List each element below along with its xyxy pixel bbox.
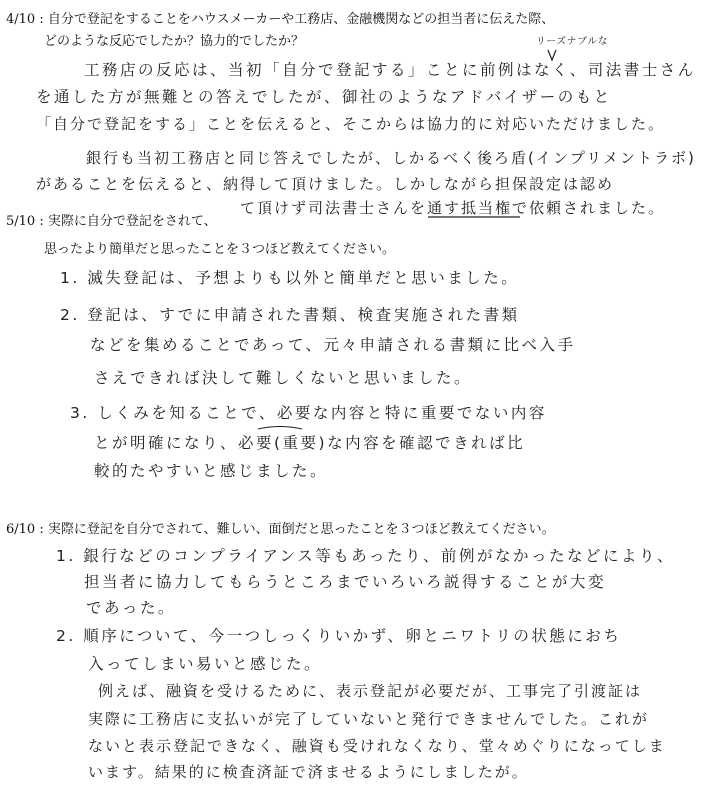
answer-6-line-9: います。結果的に検査済証で済ませるようにしましたが。 xyxy=(88,763,529,781)
answer-5-line-7: 較的たやすいと感じました。 xyxy=(94,462,329,480)
answer-5-line-2: 2. 登記は、すでに申請された書類、検査実施された書類 xyxy=(60,306,520,324)
answer-5-line-5: 3. しくみを知ることで、必要な内容と特に重要でない内容 xyxy=(70,404,547,422)
answer-6-line-1: 1. 銀行などのコンプライアンス等もあったり、前例がなかったなどにより、 xyxy=(56,547,676,565)
answer-6-line-5: 入ってしまい易いと感じた。 xyxy=(88,655,323,673)
answer-6-line-8: ないと表示登記できなく、融資も受けれなくなり、堂々めぐりになってしま xyxy=(88,737,666,755)
answer-4-line-1: 工務店の反応は、当初「自分で登記する」ことに前例はなく、司法書士さん xyxy=(84,61,696,79)
answer-5-line-1: 1. 滅失登記は、予想よりも以外と簡単だと思いました。 xyxy=(60,269,520,287)
answer-5-line-6: とが明確になり、必要(重要)な内容を確認できれば比 xyxy=(94,434,526,452)
answer-5-line-4: さえできれば決して難しくないと思いました。 xyxy=(94,369,473,387)
answer-4-line-2: を通した方が無難との答えでしたが、御社のようなアドバイザーのもと xyxy=(36,88,612,106)
question-5-line-2: 思ったより簡単だと思ったことを３つほど教えてください。 xyxy=(44,242,396,257)
answer-4-margin-note: リーズナブルな xyxy=(536,36,609,47)
answer-6-line-3: であった。 xyxy=(86,599,176,617)
question-5-line-1: 5/10 : 実際に自分で登記をされて、 xyxy=(6,214,217,229)
question-4-line-2: どのような反応でしたか？協力的でしたか？ xyxy=(44,34,305,49)
answer-4-line-6: て頂けず司法書士さんを通す抵当権で依頼されました。 xyxy=(240,199,666,217)
answer-6-line-4: 2. 順序について、今一つしっくりいかず、卵とニワトリの状態におち xyxy=(56,627,622,645)
answer-4-line-4: 銀行も当初工務店と同じ答えでしたが、しかるべく後ろ盾(インプリメントラボ) xyxy=(86,149,696,167)
answer-6-line-2: 担当者に協力してもらうところまでいろいろ説得することが大変 xyxy=(84,573,607,591)
answer-5-line-3: などを集めることであって、元々申請される書類に比べ入手 xyxy=(90,336,576,354)
answer-6-line-7: 実際に工務店に支払いが完了していないと発行できませんでした。これが xyxy=(88,710,650,728)
answer-4-line-3: 「自分で登記をする」ことを伝えると、そこからは協力的に対応いただけました。 xyxy=(36,115,666,133)
overline-mark xyxy=(258,427,302,430)
question-4-line-1: 4/10 : 自分で登記をすることをハウスメーカーや工務店、金融機関などの担当者に伝えた際、 xyxy=(6,12,555,27)
answer-4-line-5: があることを伝えると、納得して頂けました。しかしながら担保設定は認め xyxy=(36,175,615,193)
question-6-line-1: 6/10 : 実際に登記を自分でされて、難しい、面倒だと思ったことを３つほど教えてください。 xyxy=(6,522,555,537)
answer-6-line-6: 例えば、融資を受けるために、表示登記が必要だが、工事完了引渡証は xyxy=(98,682,643,700)
